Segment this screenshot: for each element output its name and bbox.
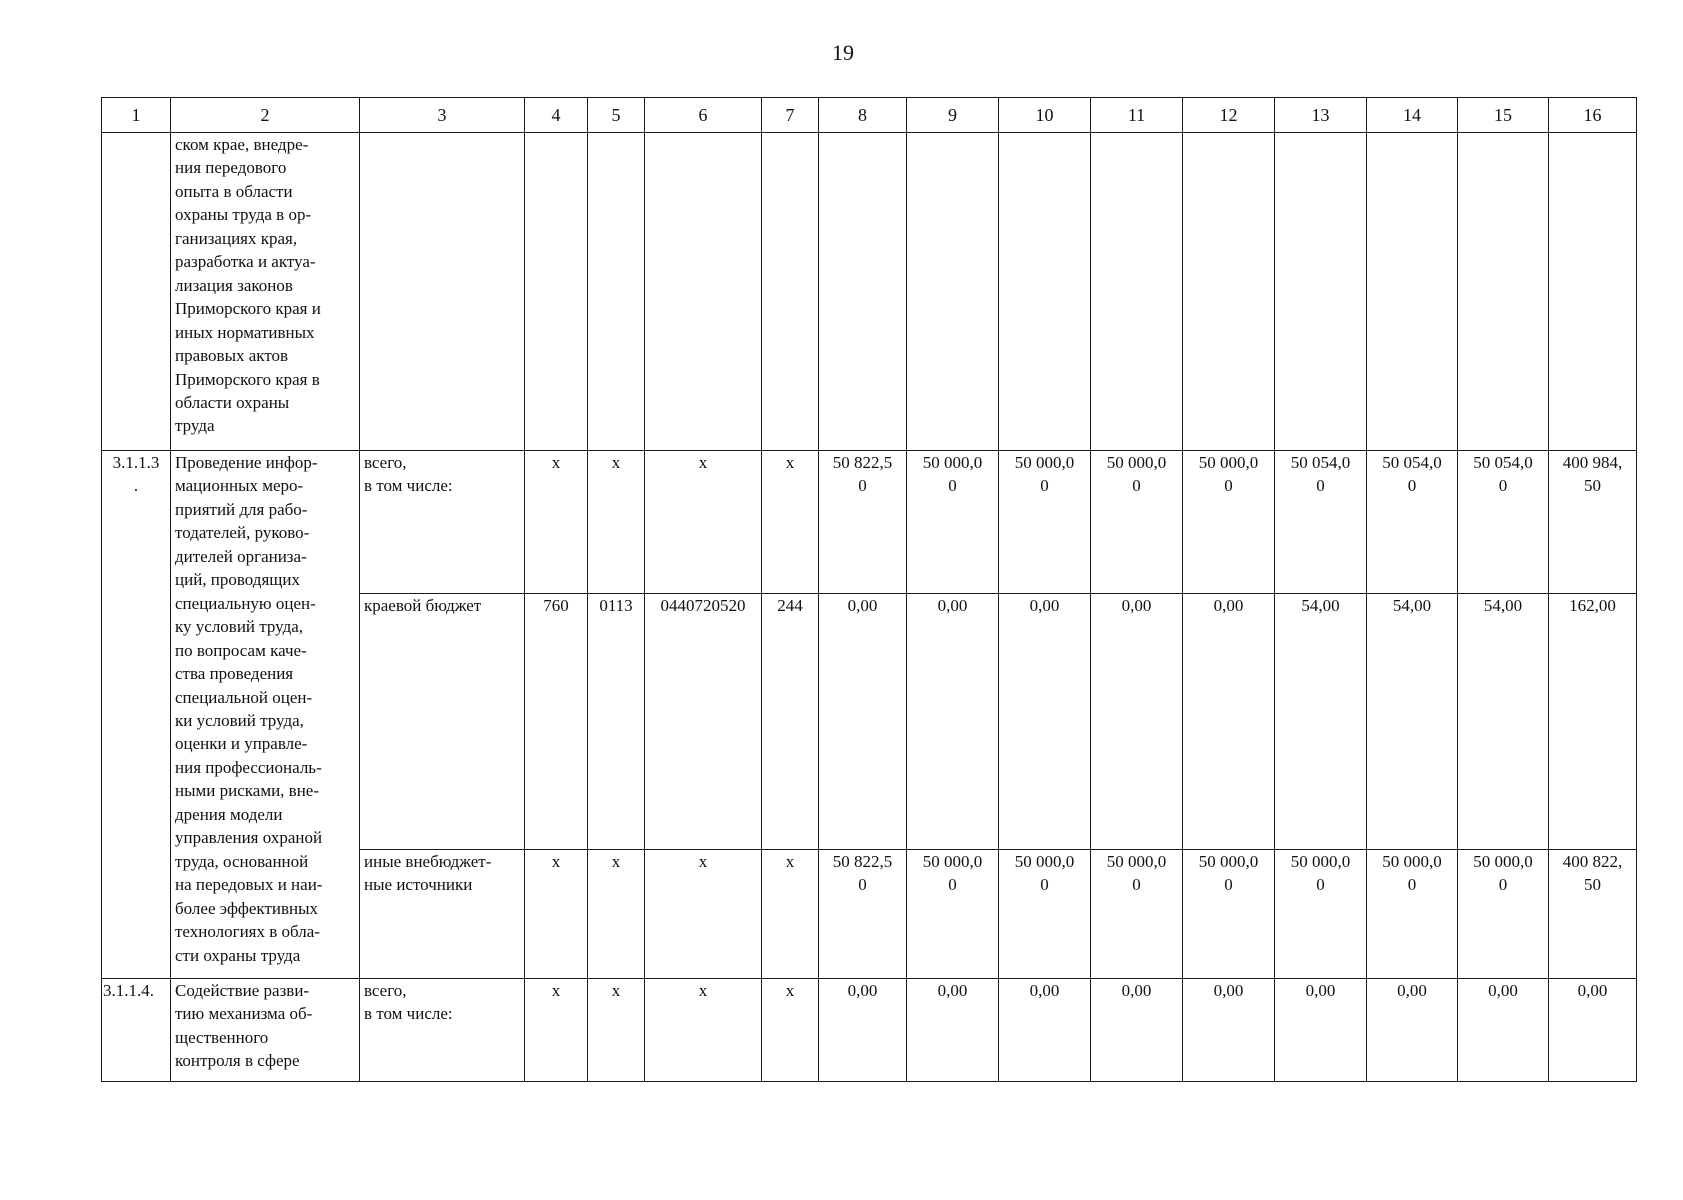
funding-source: иные внебюджет- ные источники xyxy=(360,850,525,979)
value-cell: 0,00 xyxy=(999,979,1091,1082)
value-cell: 50 822,5 0 xyxy=(819,850,907,979)
value-cell: 0,00 xyxy=(907,979,999,1082)
col-header: 4 xyxy=(525,98,588,133)
value-cell: 50 000,0 0 xyxy=(1183,451,1275,594)
value-cell: 54,00 xyxy=(1275,594,1367,850)
value-cell: 0,00 xyxy=(1549,979,1637,1082)
cell-c6: 0440720520 xyxy=(645,594,762,850)
col-header: 12 xyxy=(1183,98,1275,133)
value-cell: 50 054,0 0 xyxy=(1367,451,1458,594)
value-cell: 50 000,0 0 xyxy=(1275,850,1367,979)
empty-cell xyxy=(588,133,645,451)
value-cell: 50 000,0 0 xyxy=(1091,451,1183,594)
empty-cell xyxy=(999,133,1091,451)
col-header: 6 xyxy=(645,98,762,133)
empty-cell xyxy=(1183,133,1275,451)
col-header: 13 xyxy=(1275,98,1367,133)
page-number: 19 xyxy=(832,40,854,65)
activity-name: Содействие разви- тию механизма об- щественного контроля в сфере xyxy=(171,979,360,1082)
col-header: 5 xyxy=(588,98,645,133)
col-header: 14 xyxy=(1367,98,1458,133)
empty-cell xyxy=(907,133,999,451)
code-cell xyxy=(102,133,171,451)
col-header: 3 xyxy=(360,98,525,133)
col-header: 15 xyxy=(1458,98,1549,133)
value-cell: 0,00 xyxy=(1183,594,1275,850)
cell-c4: х xyxy=(525,451,588,594)
value-cell: 50 000,0 0 xyxy=(999,451,1091,594)
funding-source: всего, в том числе: xyxy=(360,451,525,594)
cell-c4: х xyxy=(525,979,588,1082)
cell-c4: 760 xyxy=(525,594,588,850)
value-cell: 0,00 xyxy=(1458,979,1549,1082)
col-header: 16 xyxy=(1549,98,1637,133)
col-header: 1 xyxy=(102,98,171,133)
cell-c7: х xyxy=(762,850,819,979)
cell-c7: 244 xyxy=(762,594,819,850)
empty-cell xyxy=(819,133,907,451)
value-cell: 0,00 xyxy=(1183,979,1275,1082)
value-cell: 54,00 xyxy=(1367,594,1458,850)
value-cell: 50 000,0 0 xyxy=(907,451,999,594)
empty-cell xyxy=(645,133,762,451)
item-code: 3.1.1.3 . xyxy=(102,451,171,979)
budget-table xyxy=(101,97,1637,1082)
source-cell xyxy=(360,133,525,451)
value-cell: 0,00 xyxy=(1367,979,1458,1082)
value-cell: 400 984, 50 xyxy=(1549,451,1637,594)
value-cell: 0,00 xyxy=(1091,594,1183,850)
value-cell: 50 054,0 0 xyxy=(1458,451,1549,594)
value-cell: 0,00 xyxy=(819,979,907,1082)
empty-cell xyxy=(525,133,588,451)
cell-c5: х xyxy=(588,850,645,979)
header-row xyxy=(102,98,1637,133)
empty-cell xyxy=(1367,133,1458,451)
empty-cell xyxy=(1458,133,1549,451)
value-cell: 0,00 xyxy=(907,594,999,850)
value-cell: 50 000,0 0 xyxy=(1183,850,1275,979)
value-cell: 54,00 xyxy=(1458,594,1549,850)
value-cell: 50 000,0 0 xyxy=(907,850,999,979)
activity-name: Проведение инфор- мационных меро- приятий для рабо- тодателей, руково- дителей организа- ций, проводящих специальную оцен- ку условий труда, по вопросам каче- ства проведения специальной оцен- ки условий труда, оценки и управле- ния профессиональ- ными рисками, вне- дрения модели управления охраной труда, основанной на передовых и наи- более эффективных технологиях в обла- сти охраны труда xyxy=(171,451,360,979)
col-header: 10 xyxy=(999,98,1091,133)
table-row xyxy=(102,979,1637,1082)
cell-c7: х xyxy=(762,979,819,1082)
col-header: 9 xyxy=(907,98,999,133)
activity-name: ском крае, внедре- ния передового опыта в области охраны труда в ор- ганизациях края, разработка и актуа- лизация законов Приморского края и иных нормативных правовых актов Приморского края в области охраны труда xyxy=(171,133,360,451)
empty-cell xyxy=(1091,133,1183,451)
table-row xyxy=(102,133,1637,451)
cell-c6: х xyxy=(645,451,762,594)
col-header: 11 xyxy=(1091,98,1183,133)
cell-c7: х xyxy=(762,451,819,594)
value-cell: 50 000,0 0 xyxy=(1367,850,1458,979)
table-row xyxy=(102,451,1637,594)
value-cell: 50 054,0 0 xyxy=(1275,451,1367,594)
value-cell: 0,00 xyxy=(1275,979,1367,1082)
col-header: 2 xyxy=(171,98,360,133)
col-header: 7 xyxy=(762,98,819,133)
value-cell: 400 822, 50 xyxy=(1549,850,1637,979)
value-cell: 162,00 xyxy=(1549,594,1637,850)
value-cell: 50 000,0 0 xyxy=(999,850,1091,979)
value-cell: 0,00 xyxy=(999,594,1091,850)
value-cell: 50 000,0 0 xyxy=(1458,850,1549,979)
value-cell: 0,00 xyxy=(819,594,907,850)
value-cell: 50 822,5 0 xyxy=(819,451,907,594)
item-code: 3.1.1.4. xyxy=(102,979,171,1082)
cell-c6: х xyxy=(645,979,762,1082)
empty-cell xyxy=(1275,133,1367,451)
cell-c5: х xyxy=(588,979,645,1082)
funding-source: краевой бюджет xyxy=(360,594,525,850)
value-cell: 0,00 xyxy=(1091,979,1183,1082)
cell-c4: х xyxy=(525,850,588,979)
cell-c6: х xyxy=(645,850,762,979)
cell-c5: х xyxy=(588,451,645,594)
empty-cell xyxy=(1549,133,1637,451)
empty-cell xyxy=(762,133,819,451)
value-cell: 50 000,0 0 xyxy=(1091,850,1183,979)
col-header: 8 xyxy=(819,98,907,133)
cell-c5: 0113 xyxy=(588,594,645,850)
funding-source: всего, в том числе: xyxy=(360,979,525,1082)
